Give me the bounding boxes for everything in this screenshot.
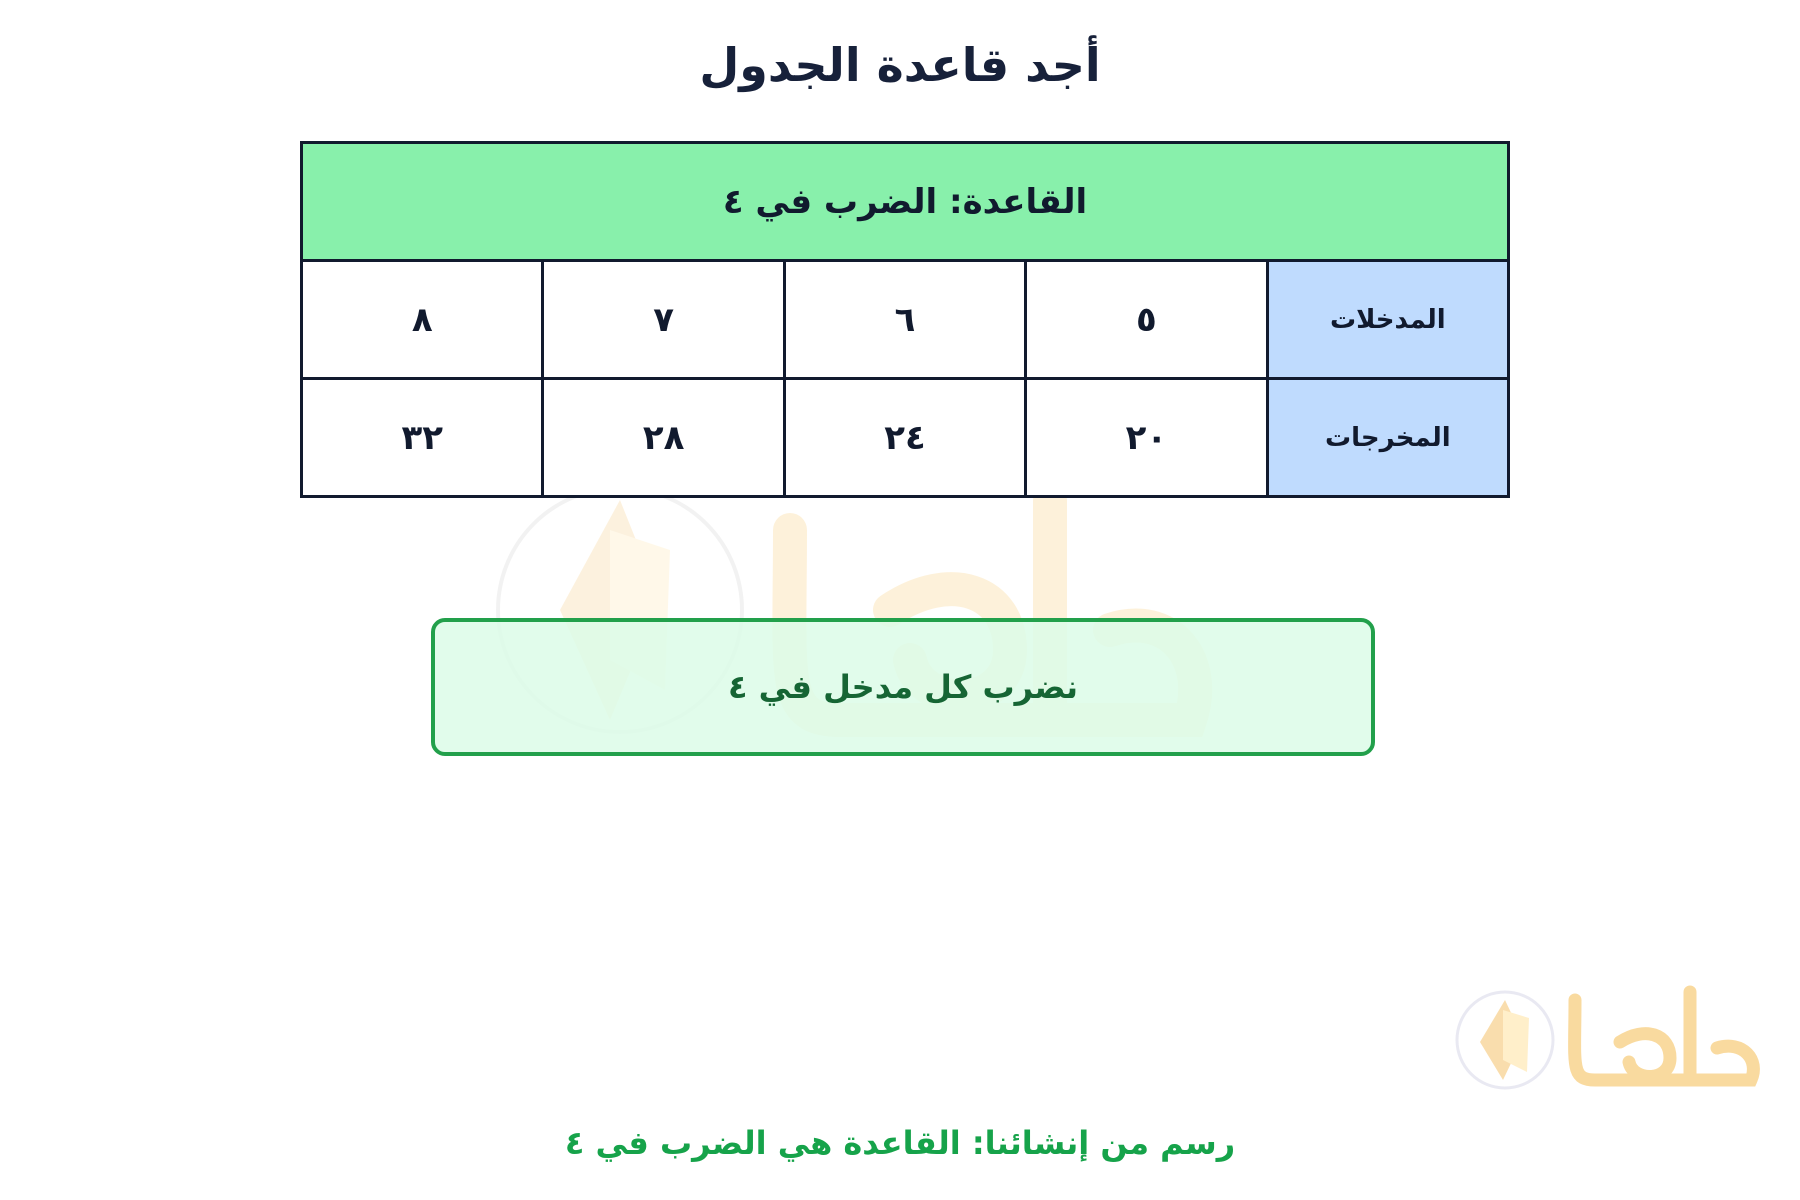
page-title: أجد قاعدة الجدول: [699, 38, 1101, 92]
table-cell: ٢٨: [543, 379, 784, 497]
watermark-logo-small: [1455, 980, 1775, 1100]
table-cell: ٧: [543, 261, 784, 379]
note-box: [431, 618, 1375, 756]
rule-row: [302, 143, 1509, 261]
table-cell: ٢٠: [1026, 379, 1267, 497]
table-cell: ٥: [1026, 261, 1267, 379]
figure-caption: رسم من إنشائنا: القاعدة هي الضرب في ٤: [564, 1124, 1236, 1162]
outputs-label: المخرجات: [1267, 379, 1508, 497]
table-row: [302, 261, 1509, 379]
rule-table: [300, 141, 1510, 498]
table-cell: ٦: [784, 261, 1025, 379]
rule-cell: القاعدة: الضرب في ٤: [302, 143, 1509, 261]
table-cell: ٨: [302, 261, 543, 379]
table-row: [302, 379, 1509, 497]
note-text: نضرب كل مدخل في ٤: [727, 668, 1079, 706]
table-cell: ٢٤: [784, 379, 1025, 497]
inputs-label: المدخلات: [1267, 261, 1508, 379]
table-cell: ٣٢: [302, 379, 543, 497]
